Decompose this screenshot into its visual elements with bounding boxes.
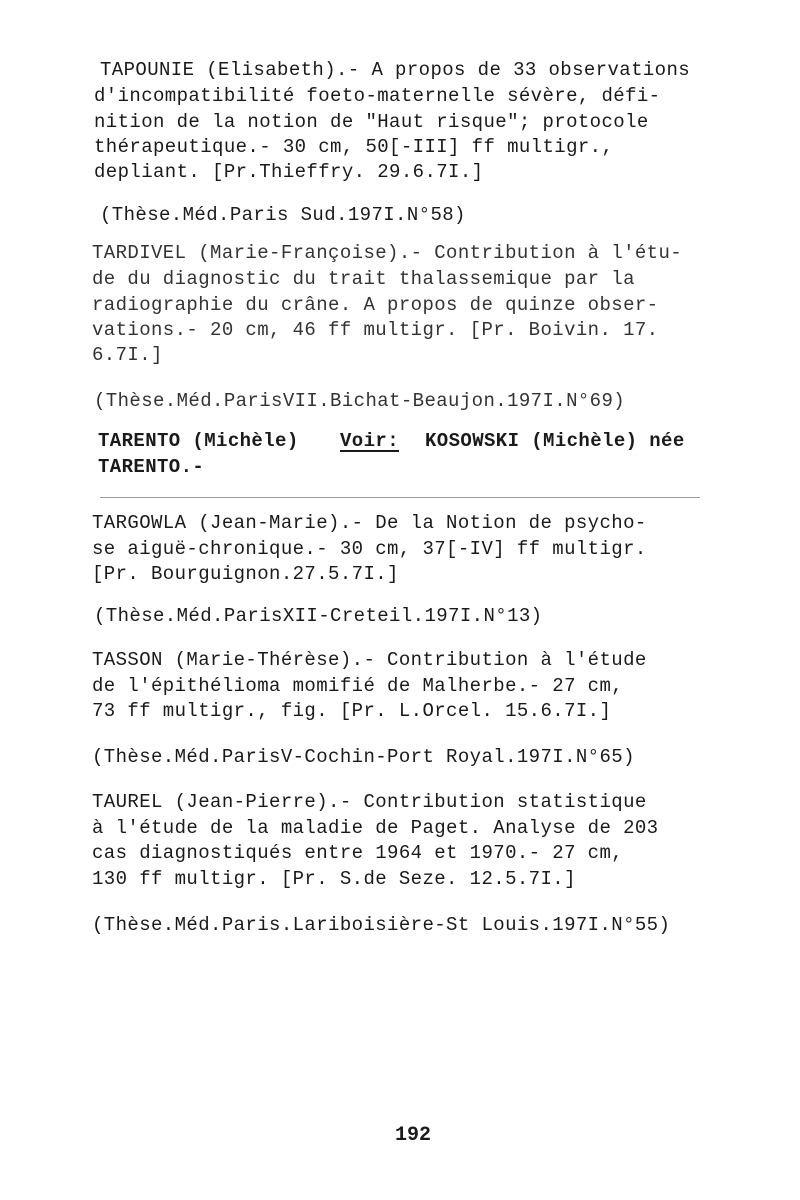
entry-text-line: 73 ff multigr., fig. [Pr. L.Orcel. 15.6.7I.] — [92, 700, 612, 722]
entry-text-line: nition de la notion de "Haut risque"; protocole — [94, 111, 649, 133]
entry-text-line: depliant. [Pr.Thieffry. 29.6.7I.] — [94, 161, 484, 183]
entry-text-line: TAUREL (Jean-Pierre).- Contribution statistique — [92, 791, 647, 813]
separator-line — [100, 497, 700, 498]
entry-text-line: TASSON (Marie-Thérèse).- Contribution à l'étude — [92, 649, 647, 671]
cross-reference-voir: Voir: — [340, 430, 400, 452]
thesis-reference: (Thèse.Méd.ParisVII.Bichat-Beaujon.197I.N°69) — [94, 390, 626, 412]
entry-text-line: se aiguë-chronique.- 30 cm, 37[-IV] ff multigr. — [92, 538, 647, 560]
entry-text-line: à l'étude de la maladie de Paget. Analyse de 203 — [92, 817, 659, 839]
entry-text-line: 130 ff multigr. [Pr. S.de Seze. 12.5.7I.] — [92, 868, 576, 890]
thesis-reference: (Thèse.Méd.ParisXII-Creteil.197I.N°13) — [94, 605, 543, 627]
entry-text-line: TARGOWLA (Jean-Marie).- De la Notion de psycho- — [92, 512, 647, 534]
entry-text-line: thérapeutique.- 30 cm, 50[-III] ff multigr., — [94, 136, 614, 158]
thesis-reference: (Thèse.Méd.ParisV-Cochin-Port Royal.197I.N°65) — [92, 746, 635, 768]
thesis-reference: (Thèse.Méd.Paris.Lariboisière-St Louis.197I.N°55) — [92, 914, 671, 936]
entry-text-line: de l'épithélioma momifié de Malherbe.- 27 cm, — [92, 675, 624, 697]
entry-text-line: radiographie du crâne. A propos de quinze obser- — [92, 294, 659, 316]
entry-text-line: 6.7I.] — [92, 344, 163, 366]
entry-text-line: TAPOUNIE (Elisabeth).- A propos de 33 observations — [100, 59, 691, 81]
entry-text-line: cas diagnostiqués entre 1964 et 1970.- 27 cm, — [92, 842, 624, 864]
entry-text-line: [Pr. Bourguignon.27.5.7I.] — [92, 563, 399, 585]
entry-text-line: vations.- 20 cm, 46 ff multigr. [Pr. Boivin. 17. — [92, 319, 659, 341]
cross-reference-continuation: TARENTO.- — [98, 456, 205, 478]
entry-text-line: TARDIVEL (Marie-Françoise).- Contribution à l'étu- — [92, 242, 683, 264]
cross-reference-name: TARENTO (Michèle) — [98, 430, 299, 452]
cross-reference-target: KOSOWSKI (Michèle) née — [425, 430, 685, 452]
entry-text-line: d'incompatibilité foeto-maternelle sévère, défi- — [94, 85, 661, 107]
entry-text-line: de du diagnostic du trait thalassemique par la — [92, 268, 635, 290]
page-number: 192 — [395, 1124, 432, 1147]
thesis-reference: (Thèse.Méd.Paris Sud.197I.N°58) — [100, 204, 466, 226]
